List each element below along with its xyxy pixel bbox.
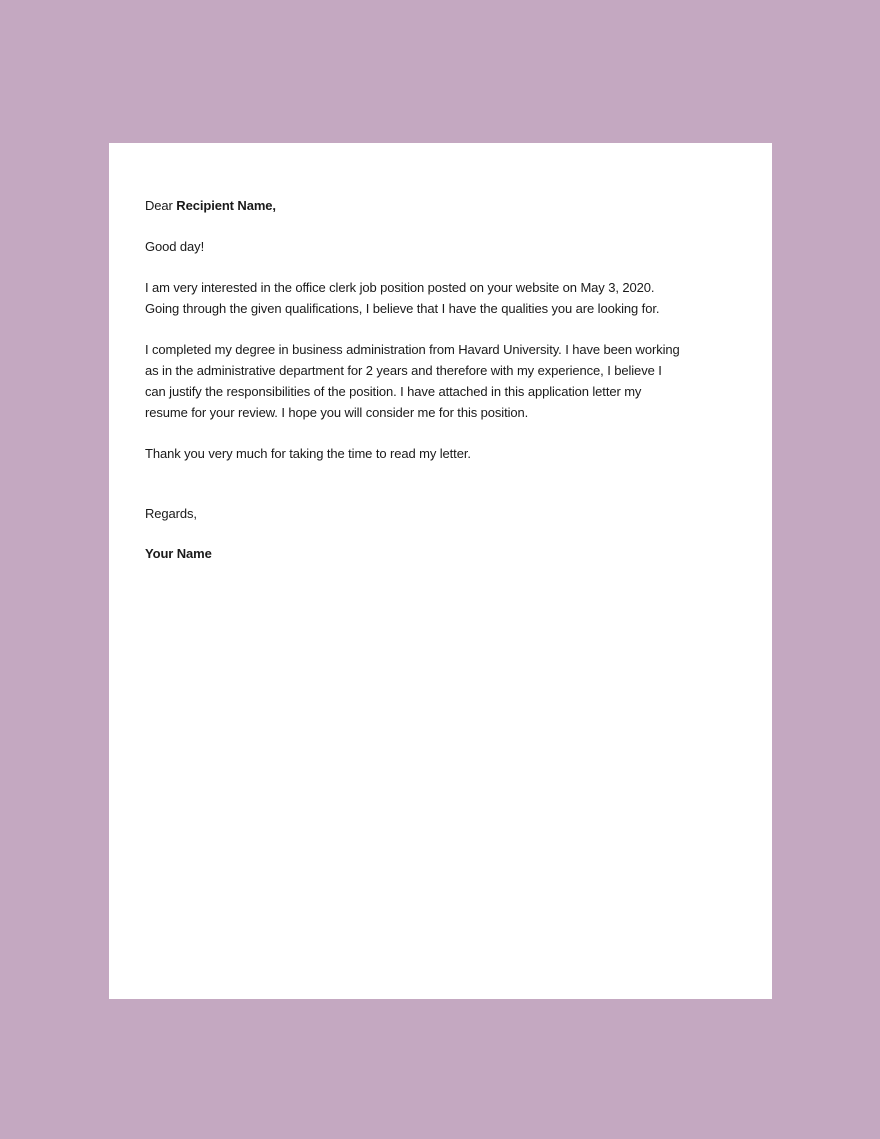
recipient-name: Recipient Name, — [176, 198, 276, 213]
salutation-line — [145, 195, 736, 216]
paragraph-line: can justify the responsibilities of the position. I have attached in this application letter my — [145, 384, 642, 399]
paragraph-line: Going through the given qualifications, I believe that I have the qualities you are looking for. — [145, 301, 660, 316]
paragraph-line: resume for your review. I hope you will consider me for this position. — [145, 405, 529, 420]
paragraph-line: I am very interested in the office clerk job position posted on your website on May 3, 2020. — [145, 280, 655, 295]
paragraph-line: as in the administrative department for 2 years and therefore with my experience, I believe I — [145, 363, 662, 378]
greeting: Good day! — [145, 239, 205, 254]
closing: Regards, — [145, 506, 197, 521]
paragraph-interest — [145, 277, 736, 319]
signature-name: Your Name — [145, 546, 212, 561]
paragraph-experience — [145, 339, 736, 423]
paragraph-line: I completed my degree in business administration from Havard University. I have been working — [145, 342, 680, 357]
salutation-prefix: Dear — [145, 198, 177, 213]
letter-page — [109, 143, 772, 999]
thanks-line: Thank you very much for taking the time to read my letter. — [145, 446, 471, 461]
